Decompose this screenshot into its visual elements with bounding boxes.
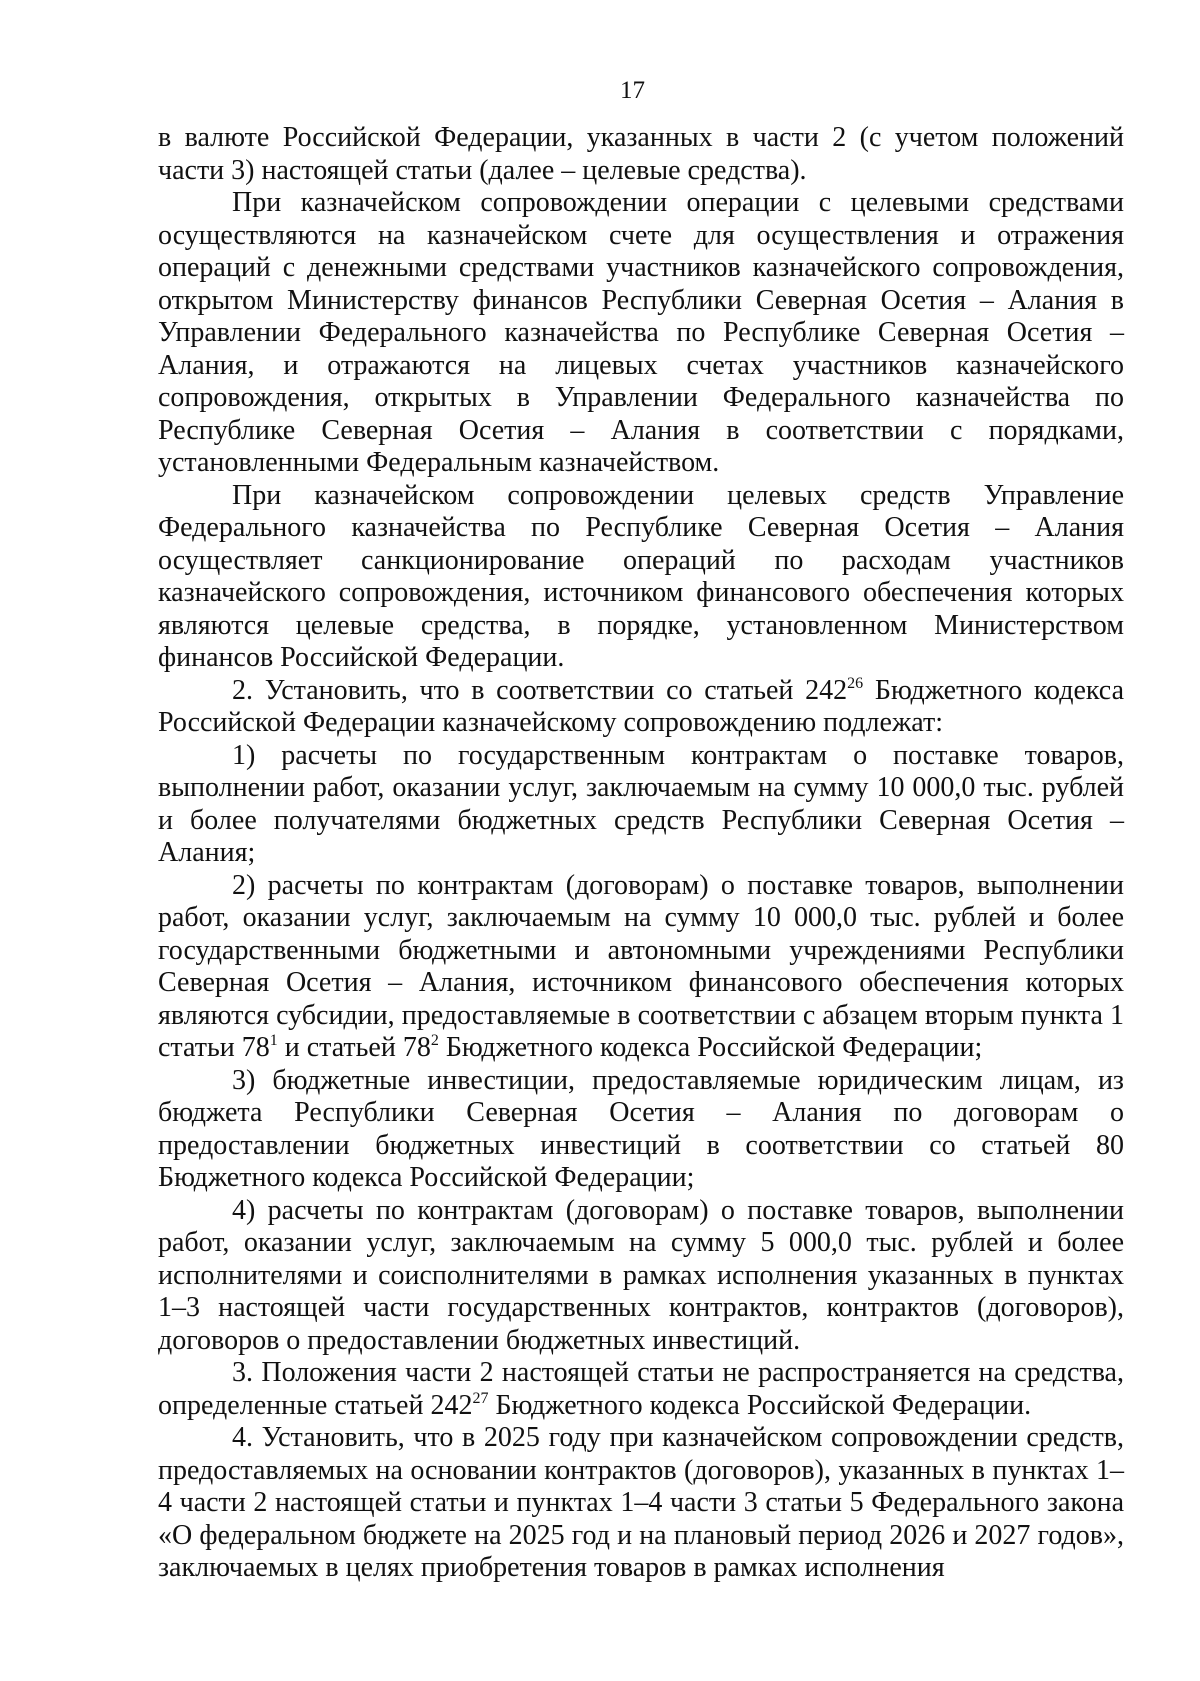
paragraph-text: в валюте Российской Федерации, указанных в части 2 (с учетом положений части 3) настоящей статьи (далее – целевые средства).	[158, 122, 1124, 186]
paragraph-text: Бюджетного кодекса Российской Федерации.	[488, 1389, 1032, 1421]
paragraph-text: и статьей 78	[277, 1032, 431, 1063]
paragraph	[158, 1357, 1124, 1422]
paragraph-text: 4. Установить, что в 2025 году при казначейском сопровождении средств, предоставляемых на основании контрактов (договоров), указанных в пунктах 1–4 части 2 настоящей статьи и пунктах 1–4 части 3 статьи 5 Федерального закона «О федеральном бюджете на 2025 год и на плановый период 2026 и 2027 годов», заключаемых в целях приобретения товаров в рамках исполнения	[158, 1422, 1124, 1583]
paragraph	[158, 740, 1124, 870]
superscript: 26	[847, 674, 864, 692]
paragraph	[158, 1195, 1124, 1358]
paragraph	[158, 122, 1124, 187]
paragraph	[158, 1422, 1124, 1585]
paragraph	[158, 187, 1124, 480]
paragraph-text: При казначейском сопровождении операции с целевыми средствами осуществляются на казначейском счете для осуществления и отражения операций с денежными средствами участников казначейского сопровождения, открытом Министерству финансов Республики Северная Осетия – Алания в Управлении Федерального казначейства по Республике Северная Осетия – Алания, и отражаются на лицевых счетах участников казначейского сопровождения, открытых в Управлении Федерального казначейства по Республике Северная Осетия – Алания в соответствии с порядками, установленными Федеральным казначейством.	[158, 187, 1124, 478]
paragraph-text: 2. Установить, что в соответствии со статьей 242	[232, 674, 848, 706]
paragraph-text: 3) бюджетные инвестиции, предоставляемые юридическим лицам, из бюджета Республики Северная Осетия – Алания по договорам о предоставлении бюджетных инвестиций в соответствии со статьей 80 Бюджетного кодекса Российской Федерации;	[158, 1064, 1124, 1193]
paragraph-text: 4) расчеты по контрактам (договорам) о поставке товаров, выполнении работ, оказании услуг, заключаемым на сумму 5 000,0 тыс. рублей и более исполнителями и соисполнителями в рамках исполнения указанных в пунктах 1–3 настоящей части государственных контрактов, контрактов (договоров), договоров о предоставлении бюджетных инвестиций.	[158, 1194, 1124, 1356]
paragraph-text: Бюджетного кодекса Российской Федерации казначейскому сопровождению подлежат:	[158, 674, 1125, 738]
superscript: 1	[269, 1032, 278, 1049]
paragraph	[158, 870, 1124, 1065]
paragraph-text: 3. Положения части 2 настоящей статьи не распространяется на средства, определенные статьей 242	[158, 1357, 1124, 1421]
paragraph	[158, 675, 1124, 740]
paragraph-text: 2) расчеты по контрактам (договорам) о поставке товаров, выполнении работ, оказании услуг, заключаемым на сумму 10 000,0 тыс. рублей и более государственными бюджетными и автономными учреждениями Республики Северная Осетия – Алания, источником финансового обеспечения которых являются субсидии, предоставляемые в соответствии с абзацем вторым пункта 1 статьи 78	[158, 869, 1124, 1063]
paragraph-text: 1) расчеты по государственным контрактам о поставке товаров, выполнении работ, оказании услуг, заключаемым на сумму 10 000,0 тыс. рублей и более получателями бюджетных средств Республики Северная Осетия – Алания;	[158, 739, 1124, 868]
paragraph	[158, 480, 1124, 675]
page-number: 17	[620, 77, 645, 104]
document-body	[158, 122, 1124, 1585]
superscript: 27	[472, 1389, 489, 1407]
paragraph-text: Бюджетного кодекса Российской Федерации;	[438, 1032, 983, 1063]
superscript: 2	[430, 1032, 439, 1049]
paragraph-text: При казначейском сопровождении целевых средств Управление Федерального казначейства по Республике Северная Осетия – Алания осуществляет санкционирование операций по расходам участников казначейского сопровождения, источником финансового обеспечения которых являются целевые средства, в порядке, установленном Министерством финансов Российской Федерации.	[158, 479, 1124, 673]
paragraph	[158, 1065, 1124, 1195]
